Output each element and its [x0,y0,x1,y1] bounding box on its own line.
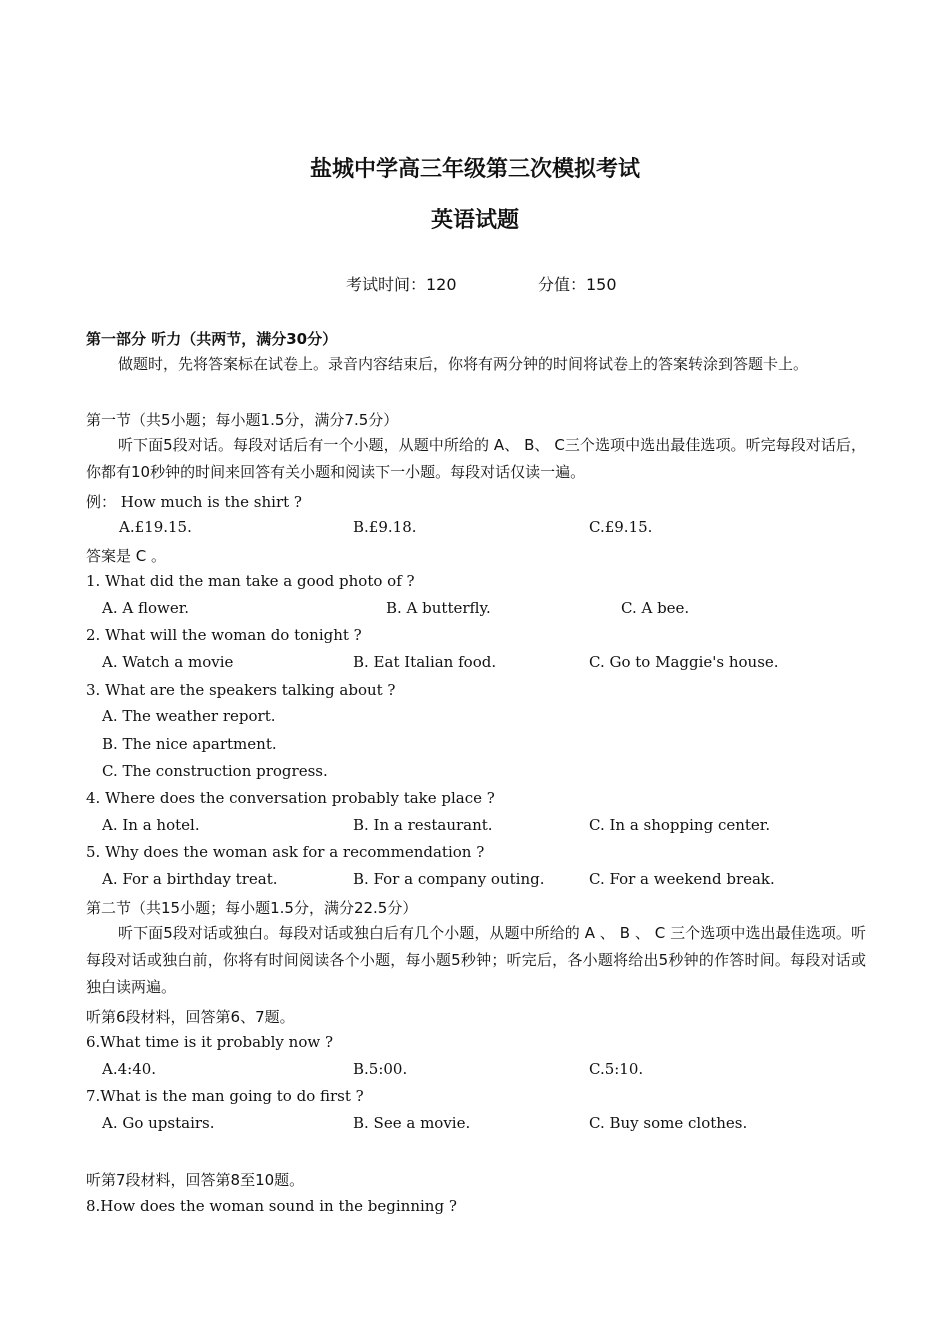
option-c: C. A bee. [621,599,690,617]
option-a: A.4:40. [102,1060,157,1078]
option-c: C. In a shopping center. [589,816,771,834]
question-text: 3. What are the speakers talking about ? [86,681,396,699]
option-a: A. A flower. [102,599,190,617]
question-text: 6.What time is it probably now ? [86,1033,334,1051]
example-option-b: B.£9.18. [353,518,417,536]
option-c: C. Buy some clothes. [589,1114,748,1132]
section1-heading: 第一节（共5小题；每小题1.5分，满分7.5分） [86,411,399,429]
section2-instructions: 听下面5段对话或独白。每段对话或独白后有几个小题，从题中所给的 A 、 B 、 C 三个选项中选出最佳选项。听每段对话或独白前，你将有时间阅读各个小题，每小题5秒钟；听完后，各小题将给出5秒钟的作答时间。每段对话或独白读两遍。 [86,924,866,996]
example-option-a: A.£19.15. [119,518,192,536]
material-6-heading: 听第6段材料，回答第6、7题。 [86,1008,295,1026]
option-a: A. The weather report. [102,707,276,725]
option-c: C. The construction progress. [102,762,328,780]
option-a: A. Watch a movie [102,653,234,671]
exam-score: 分值：150 [538,275,617,294]
option-c: C. Go to Maggie's house. [589,653,779,671]
option-b: B. See a movie. [353,1114,471,1132]
option-a: A. For a birthday treat. [102,870,278,888]
option-b: B. For a company outing. [353,870,545,888]
option-b: B. A butterfly. [386,599,491,617]
question-text: 2. What will the woman do tonight ? [86,626,362,644]
question-text: 4. Where does the conversation probably take place ? [86,789,495,807]
example-answer: 答案是 C 。 [86,547,167,565]
exam-title: 盐城中学高三年级第三次模拟考试 [309,157,640,182]
exam-time: 考试时间：120 [346,275,457,294]
part1-instructions: 做题时，先将答案标在试卷上。录音内容结束后，你将有两分钟的时间将试卷上的答案转涂到答题卡上。 [118,355,809,373]
option-c: C.5:10. [589,1060,644,1078]
option-b: B. In a restaurant. [353,816,493,834]
option-c: C. For a weekend break. [589,870,775,888]
section1-instructions: 听下面5段对话。每段对话后有一个小题，从题中所给的 A、 B、 C三个选项中选出最佳选项。听完每段对话后，你都有10秒钟的时间来回答有关小题和阅读下一小题。每段对话仅读一遍。 [86,436,866,481]
example-option-c: C.£9.15. [589,518,653,536]
question-text: 5. Why does the woman ask for a recommendation ? [86,843,485,861]
option-b: B.5:00. [353,1060,408,1078]
part1-heading: 第一部分 听力（共两节，满分30分） [86,330,338,348]
section2-heading: 第二节（共15小题；每小题1.5分，满分22.5分） [86,899,418,917]
question-text: 7.What is the man going to do first ? [86,1087,364,1105]
example-question: 例： How much is the shirt ? [86,493,302,511]
question-text: 8.How does the woman sound in the beginning ? [86,1197,457,1215]
exam-subtitle: 英语试题 [430,208,519,233]
option-a: A. In a hotel. [102,816,200,834]
question-text: 1. What did the man take a good photo of ? [86,572,415,590]
option-b: B. The nice apartment. [102,735,277,753]
option-a: A. Go upstairs. [102,1114,215,1132]
material-7-heading: 听第7段材料，回答第8至10题。 [86,1171,305,1189]
option-b: B. Eat Italian food. [353,653,497,671]
